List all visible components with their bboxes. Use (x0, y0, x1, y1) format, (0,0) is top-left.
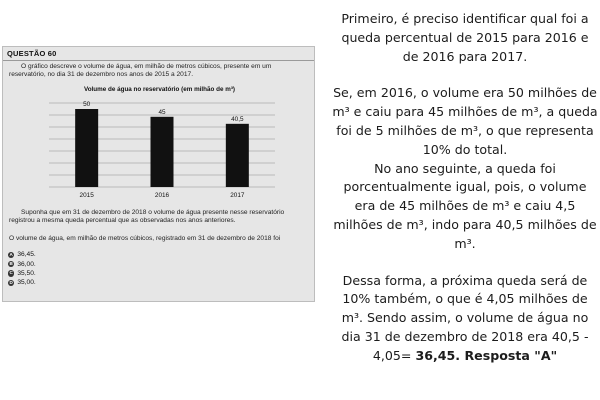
explanation-conclusion (332, 272, 598, 366)
option-text-d: 35,00. (17, 279, 36, 287)
x-tick-label: 2015 (79, 192, 94, 199)
explanation-second-drop: No ano seguinte, a queda foi porcentualmente igual, pois, o volume era de 45 milhões de m³ e caiu 4,5 milhões de m³, indo para 40,5 milhões de m³. (333, 160, 597, 251)
bar-value-label: 40,5 (231, 115, 244, 123)
option-letter-a: A (9, 251, 13, 257)
chart-title: Volume de água no reservatório (em milhão de m³) (83, 86, 236, 93)
explanation-first-drop: Se, em 2016, o volume era 50 milhões de m³ e caiu para 45 milhões de m³, a queda foi de 5 milhões de m³, o que representa 10% do total. (332, 85, 598, 157)
option-b[interactable] (8, 259, 36, 268)
x-tick-label: 2017 (230, 192, 245, 199)
bar-2015 (75, 109, 98, 187)
option-text-c: 35,50. (17, 269, 36, 277)
question-prompt: O volume de água, em milhão de metros cúbicos, registrado em 31 de dezembro de 2018 foi (9, 235, 281, 242)
option-c[interactable] (8, 269, 36, 278)
option-text-a: 36,45. (17, 251, 36, 259)
option-letter-b: B (9, 260, 13, 266)
bar-2017 (226, 124, 249, 187)
question-intro: O gráfico descreve o volume de água, em milhão de metros cúbicos, presente em um reservatório, no dia 31 de dezembro nos anos de 2015 a 2017. (9, 63, 272, 79)
explanation-conclusion-text: Dessa forma, a próxima queda será de 10% também, o que é 4,05 milhões de m³. Sendo assim, o volume de água no dia 31 de dezembro de 2018 era 40,5 - 4,05= (341, 272, 589, 363)
explanation-intro: Primeiro, é preciso identificar qual foi a queda percentual de 2015 para 2016 e de 2016 para 2017. (341, 11, 589, 64)
question-card (2, 46, 315, 302)
option-d[interactable] (8, 278, 36, 287)
option-a[interactable] (8, 250, 36, 259)
bar-value-label: 50 (83, 101, 91, 108)
final-answer: 36,45. Resposta "A" (415, 347, 558, 363)
x-tick-label: 2016 (154, 192, 170, 199)
bar-chart (3, 47, 316, 207)
option-letter-d: D (9, 279, 13, 285)
question-header: QUESTÃO 60 (7, 49, 57, 58)
answer-options (8, 250, 36, 288)
bar-2016 (151, 117, 174, 187)
explanation-panel (332, 10, 598, 366)
paragraph-gap (332, 254, 598, 272)
paragraph-gap (332, 66, 598, 84)
option-letter-c: C (9, 270, 13, 276)
question-middle: Suponha que em 31 de dezembro de 2018 o volume de água presente nesse reservatório registrou a mesma queda percentual que as observadas nos anos anteriores. (9, 209, 285, 225)
bar-value-label: 45 (158, 108, 166, 116)
option-text-b: 36,00. (17, 260, 36, 268)
